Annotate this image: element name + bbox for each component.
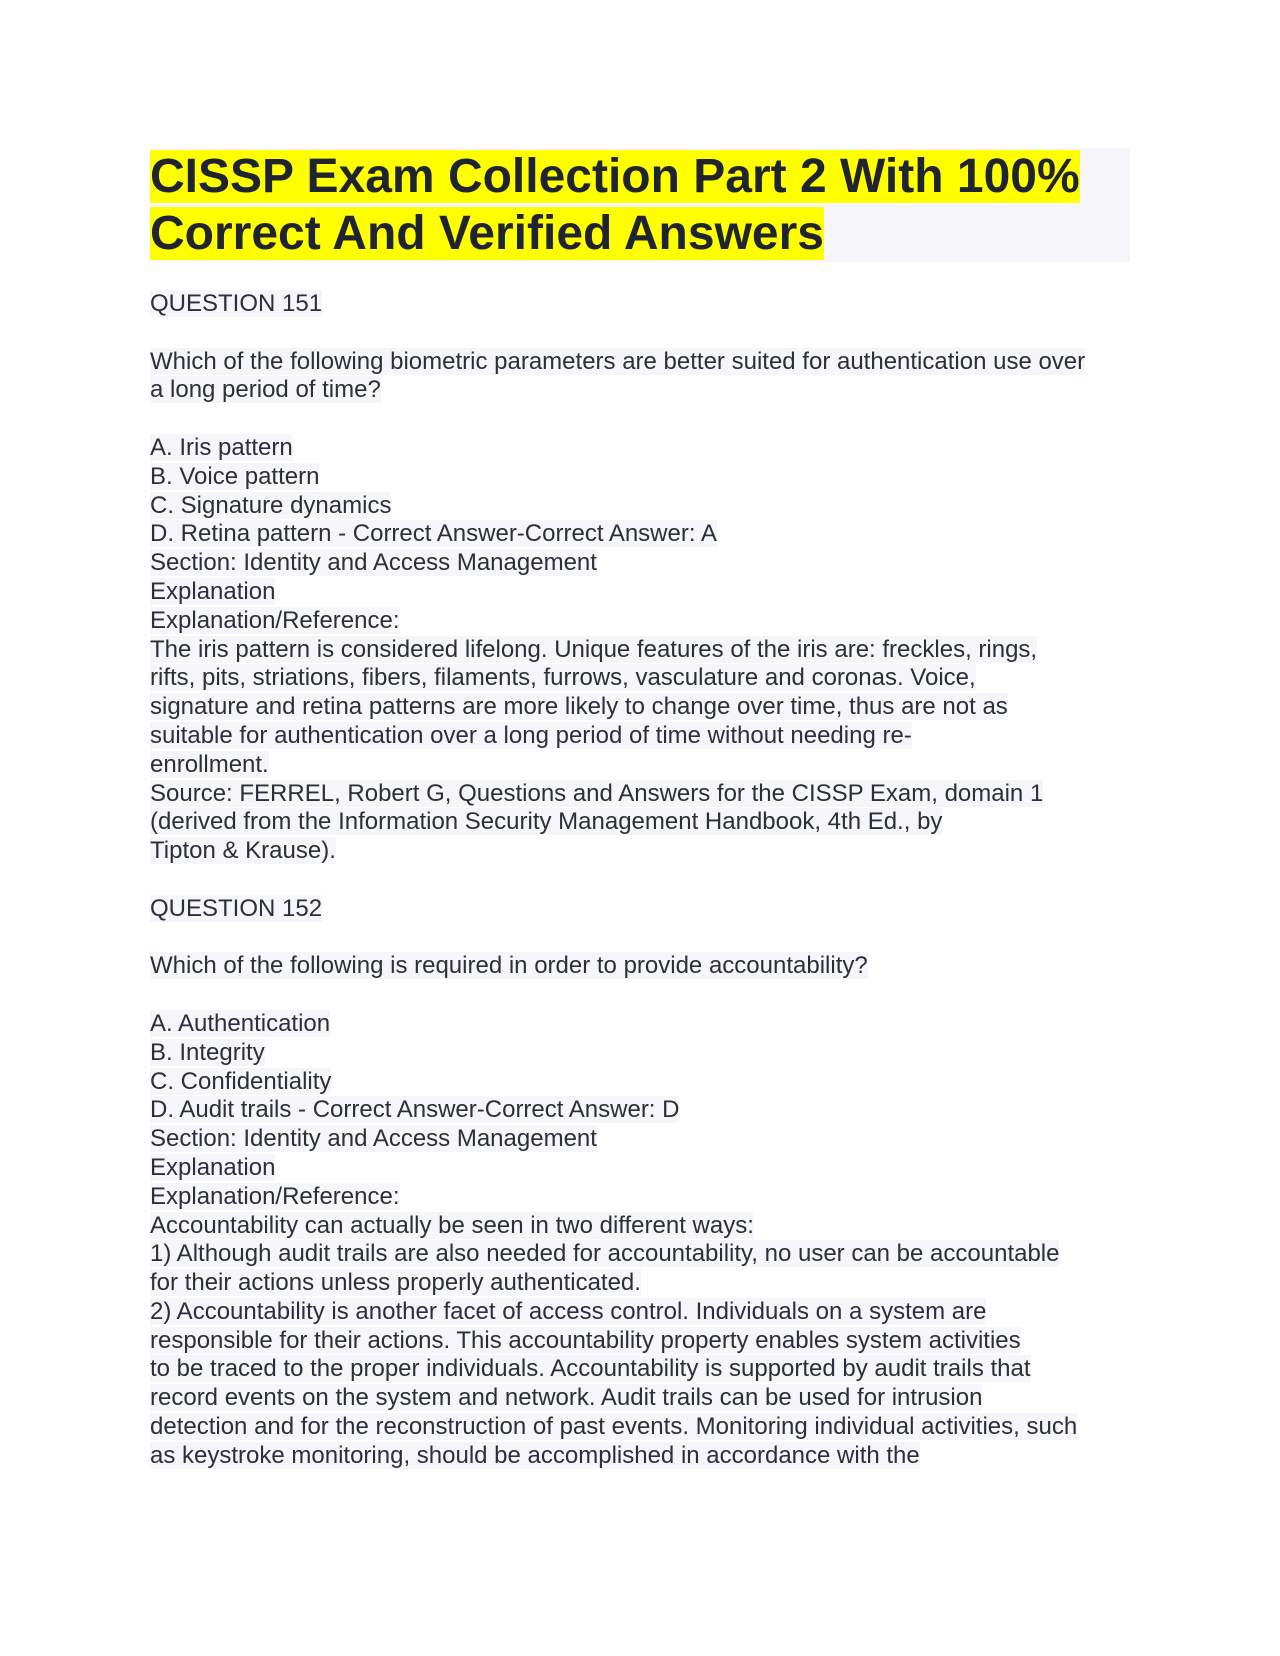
question-152-explanation-line: Accountability can actually be seen in two different ways: xyxy=(150,1211,754,1239)
question-151-explanation-line: suitable for authentication over a long period of time without needing re- xyxy=(150,721,912,749)
question-152-explanation-line: for their actions unless properly authenticated. xyxy=(150,1269,641,1297)
question-151-option-b: B. Voice pattern xyxy=(150,462,320,490)
question-152-explanation-line: as keystroke monitoring, should be accomplished in accordance with the xyxy=(150,1441,920,1469)
question-151-source-line: Source: FERREL, Robert G, Questions and Answers for the CISSP Exam, domain 1 xyxy=(150,779,1044,807)
question-151-explanation-line: enrollment. xyxy=(150,750,269,778)
question-152-explanation-line: 1) Although audit trails are also needed for accountability, no user can be accountable xyxy=(150,1240,1060,1268)
question-152-explanation-line: responsible for their actions. This accountability property enables system activities xyxy=(150,1326,1021,1354)
question-151-option-d: D. Retina pattern - Correct Answer-Correct Answer: A xyxy=(150,520,717,548)
question-152-explanation-line: record events on the system and network. Audit trails can be used for intrusion xyxy=(150,1384,983,1412)
question-152-option-d: D. Audit trails - Correct Answer-Correct Answer: D xyxy=(150,1096,680,1124)
question-152-explanation-label: Explanation xyxy=(150,1153,276,1181)
question-152-section: Section: Identity and Access Management xyxy=(150,1125,597,1153)
question-151-option-c: C. Signature dynamics xyxy=(150,491,392,519)
question-151-explanation-line: The iris pattern is considered lifelong. Unique features of the iris are: freckles, rings, xyxy=(150,635,1038,663)
question-151-option-a: A. Iris pattern xyxy=(150,433,293,461)
question-152-explanation-line: detection and for the reconstruction of past events. Monitoring individual activities, such xyxy=(150,1413,1078,1441)
question-152-option-a: A. Authentication xyxy=(150,1009,331,1037)
question-151-heading: QUESTION 151 xyxy=(150,290,323,317)
question-152-heading: QUESTION 152 xyxy=(150,894,323,922)
question-152-option-b: B. Integrity xyxy=(150,1038,265,1066)
question-151-explanation-label: Explanation xyxy=(150,577,276,605)
question-152-explanation-line: to be traced to the proper individuals. Accountability is supported by audit trails that xyxy=(150,1355,1031,1383)
question-151-source-line: (derived from the Information Security Management Handbook, 4th Ed., by xyxy=(150,808,943,836)
question-151-explanation-line: signature and retina patterns are more likely to change over time, thus are not as xyxy=(150,693,1008,721)
question-151-text-line: Which of the following biometric parameters are better suited for authentication use over xyxy=(150,347,1086,375)
question-152-option-c: C. Confidentiality xyxy=(150,1067,332,1095)
question-152-explanation-line: 2) Accountability is another facet of access control. Individuals on a system are xyxy=(150,1297,987,1325)
question-151-section: Section: Identity and Access Management xyxy=(150,549,597,577)
question-152-explanation-reference-label: Explanation/Reference: xyxy=(150,1182,400,1210)
question-151-text-line: a long period of time? xyxy=(150,376,381,404)
question-151-explanation-reference-label: Explanation/Reference: xyxy=(150,606,400,634)
title-line-1: CISSP Exam Collection Part 2 With 100% xyxy=(150,150,1080,203)
question-151-explanation-line: rifts, pits, striations, fibers, filaments, furrows, vasculature and coronas. Voice, xyxy=(150,664,976,692)
title-line-2: Correct And Verified Answers xyxy=(150,207,824,260)
question-151-source-line: Tipton & Krause). xyxy=(150,837,336,865)
question-152-text-line: Which of the following is required in order to provide accountability? xyxy=(150,952,868,980)
document-page xyxy=(150,148,1130,1471)
document-title xyxy=(150,148,1130,262)
